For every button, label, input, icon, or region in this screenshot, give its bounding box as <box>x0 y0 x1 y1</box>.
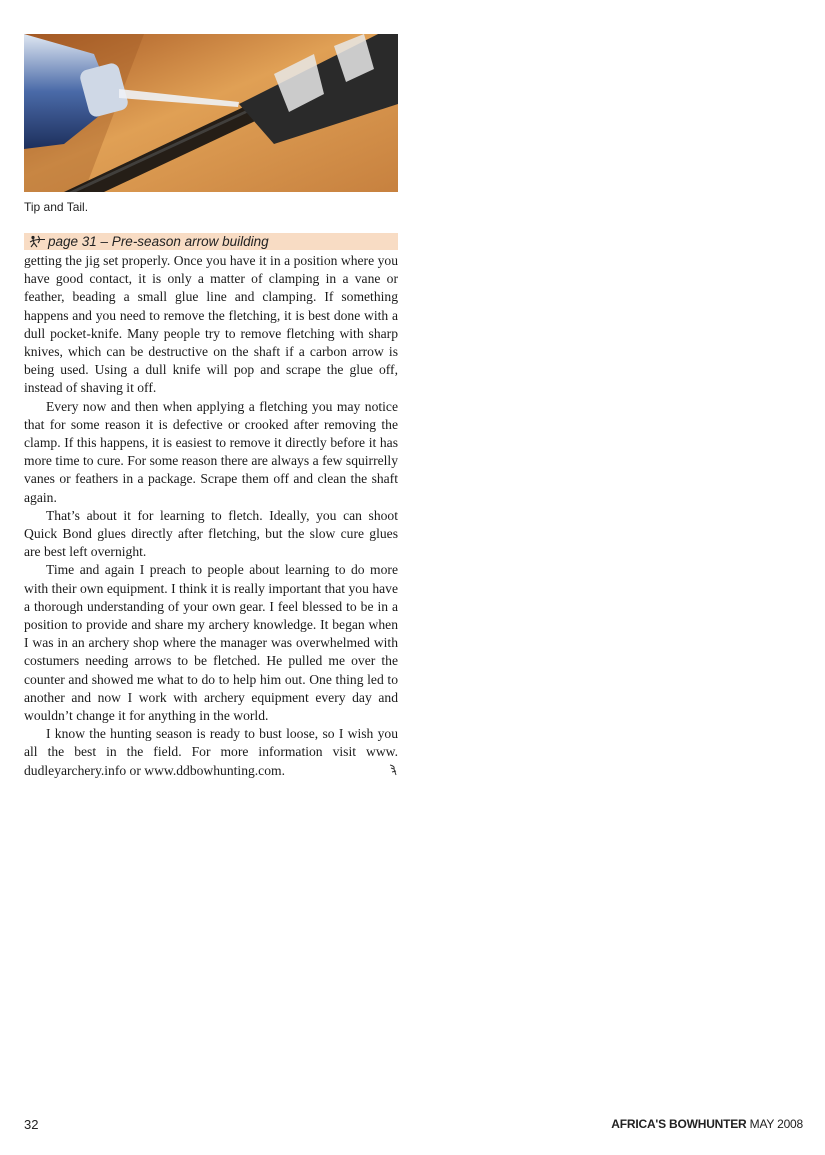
issue-date: MAY 2008 <box>749 1117 803 1131</box>
article-photo <box>24 34 398 192</box>
paragraph-last <box>24 725 398 780</box>
continued-from-text: page 31 – Pre-season arrow building <box>48 234 269 249</box>
paragraph: Every now and then when applying a fletching you may notice that for some reason it is defective or crooked after removing the clamp. If this happens, it is easiest to remove it directly before it has more time to cure. For some reason there are always a few squirrelly vanes or feathers in a package. Scrape them off and clean the shaft again. <box>24 398 398 505</box>
paragraph: Time and again I preach to people about learning to do more with their own equipment. I think it is really important that you have a thorough understanding of your own gear. I feel blessed to be in a position to provide and share my archery knowledge. It began when I was in an archery shop where the manager was overwhelmed with costumers needing arrows to be fletched. He pulled me over the counter and showed me what to do to help him out. One thing led to another and now I work with archery equipment every day and wouldn’t change it for anything in the world. <box>24 562 398 724</box>
photo-caption: Tip and Tail. <box>24 200 89 214</box>
publication-footer <box>611 1117 803 1131</box>
paragraph: That’s about it for learning to fletch. Ideally, you can shoot Quick Bond glues directly after fletching, but the slow cure glues are best left overnight. <box>24 507 398 560</box>
end-mark-icon <box>388 764 398 776</box>
paragraph: getting the jig set properly. Once you have it in a position where you have good contact, it is only a matter of clamping in a vane or feather, beading a small glue line and clamping. If something happens and you need to remove the fletching, it is best done with a dull pocket-knife. Many people try to remove fletching with sharp knives, which can be destructive on the shaft if a carbon arrow is being used. Using a dull knife will pop and scrape the glue off, instead of shaving it off. <box>24 253 398 396</box>
paragraph: I know the hunting season is ready to bust loose, so I wish you all the best in the field. For more information visit www. dudleyarchery.info or www.ddbowhunting.com. <box>24 726 398 778</box>
page-number: 32 <box>24 1117 39 1132</box>
magazine-name: AFRICA'S BOWHUNTER <box>611 1117 747 1131</box>
article-body <box>24 252 398 780</box>
archer-icon <box>28 235 46 248</box>
continued-from-banner <box>24 233 398 250</box>
